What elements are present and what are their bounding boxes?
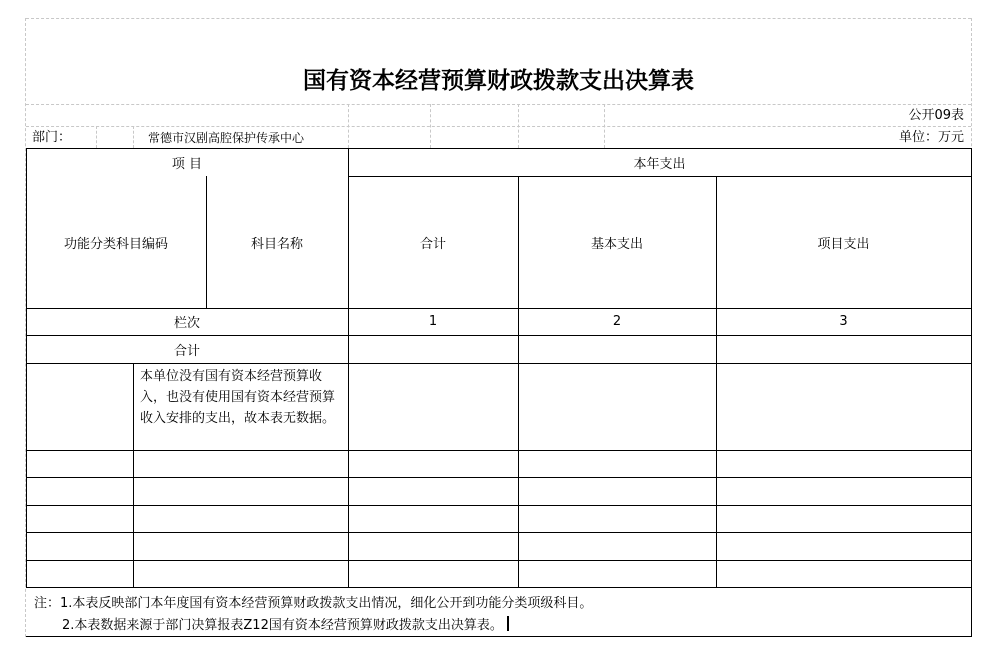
header-current-year-expenditure: 本年支出 <box>633 156 686 172</box>
column-row-label: 栏次 <box>173 316 200 331</box>
unit-label: 单位：万元 <box>898 130 964 145</box>
footnote-2 <box>62 616 509 634</box>
gridline <box>430 104 431 148</box>
table-border <box>26 587 972 588</box>
department-name: 常德市汉剧高腔保护传承中心 <box>148 131 305 145</box>
table-border <box>26 560 972 561</box>
no-data-note: 本单位没有国有资本经营预算收入，也没有使用国有资本经营预算收入安排的支出，故本表无数据。 <box>140 369 336 426</box>
gridline <box>518 104 519 148</box>
table-border <box>26 505 972 506</box>
footnote-2-text: 2.本表数据来源于部门决算报表Z12国有资本经营预算财政拨款支出决算表。 <box>62 618 503 633</box>
table-border <box>26 477 972 478</box>
column-number: 1 <box>428 314 438 329</box>
footnote-1: 注：1.本表反映部门本年度国有资本经营预算财政拨款支出情况，细化公开到功能分类项级科目。 <box>34 596 593 611</box>
header-total: 合计 <box>419 236 446 252</box>
table-border <box>26 532 972 533</box>
header-project: 项 目 <box>171 156 203 172</box>
gridline <box>26 18 971 19</box>
table-border <box>26 636 972 637</box>
total-row-label: 合计 <box>173 343 200 359</box>
gridline <box>26 126 971 127</box>
gridline <box>96 126 97 148</box>
gridline <box>133 126 134 148</box>
gridline <box>26 104 971 105</box>
header-function-code: 功能分类科目编码 <box>63 236 168 252</box>
form-code: 公开09表 <box>908 108 964 123</box>
department-label: 部门： <box>32 130 72 145</box>
header-subject-name: 科目名称 <box>250 236 303 252</box>
text-cursor <box>507 616 509 631</box>
column-number: 2 <box>612 314 622 329</box>
table-border <box>26 450 972 451</box>
gridline <box>604 104 605 148</box>
header-basic-expenditure: 基本支出 <box>590 236 643 252</box>
column-number: 3 <box>839 314 848 329</box>
table-border <box>26 363 972 364</box>
report-title: 国有资本经营预算财政拨款支出决算表 <box>303 67 694 94</box>
header-project-expenditure: 项目支出 <box>817 236 870 252</box>
table-border <box>971 148 972 637</box>
gridline <box>348 104 349 148</box>
table-border <box>133 363 134 587</box>
